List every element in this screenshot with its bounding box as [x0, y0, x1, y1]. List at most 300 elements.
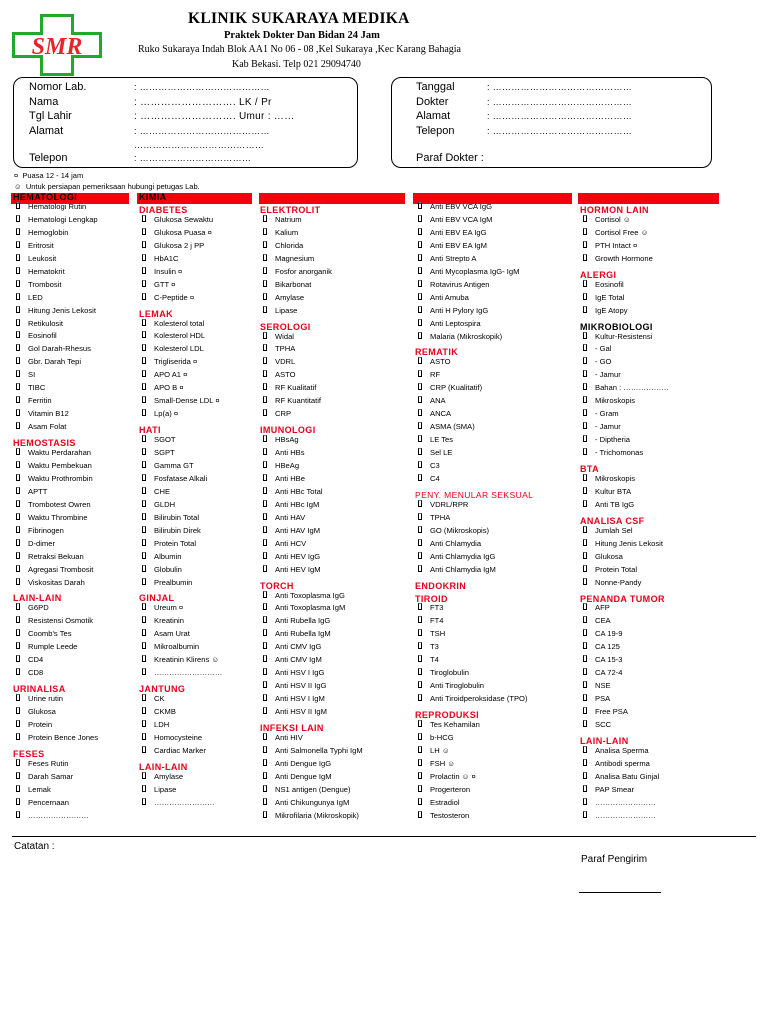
test-checkbox[interactable]: [142, 280, 146, 287]
test-item: Anti Toxoplasma IgM: [275, 603, 346, 613]
test-checkbox[interactable]: [418, 668, 422, 675]
test-item: ……………………: [28, 810, 89, 820]
test-checkbox[interactable]: [583, 409, 587, 416]
test-checkbox[interactable]: [16, 500, 20, 507]
test-checkbox[interactable]: [16, 759, 20, 766]
test-item: ASTO: [430, 357, 451, 367]
test-item: Urine rutin: [28, 694, 64, 704]
test-item: Gbr. Darah Tepi: [28, 357, 82, 367]
test-checkbox[interactable]: [263, 785, 267, 792]
test-checkbox[interactable]: [263, 694, 267, 701]
test-checkbox[interactable]: [142, 357, 146, 364]
test-checkbox[interactable]: [263, 759, 267, 766]
test-checkbox[interactable]: [418, 241, 422, 248]
test-item: T4: [430, 655, 439, 665]
test-item: Mikrofilaria (Mikroskopik): [275, 810, 359, 820]
test-checkbox[interactable]: [16, 772, 20, 779]
test-item: Retikulosit: [28, 318, 64, 328]
test-checkbox[interactable]: [418, 461, 422, 468]
test-checkbox[interactable]: [16, 319, 20, 326]
section-title: URINALISA: [13, 684, 66, 695]
test-checkbox[interactable]: [263, 370, 267, 377]
test-item: Kultur-Resistensi: [595, 331, 653, 341]
test-checkbox[interactable]: [16, 616, 20, 623]
test-checkbox[interactable]: [16, 694, 20, 701]
test-checkbox[interactable]: [583, 474, 587, 481]
test-checkbox[interactable]: [16, 331, 20, 338]
test-checkbox[interactable]: [16, 448, 20, 455]
doctor-address-field[interactable]: : ………………………………………: [487, 111, 633, 121]
test-item: D-dimer: [28, 538, 56, 548]
test-checkbox[interactable]: [263, 254, 267, 261]
test-item: Anti HBs: [275, 448, 305, 458]
test-checkbox[interactable]: [16, 707, 20, 714]
test-checkbox[interactable]: [418, 254, 422, 261]
test-checkbox[interactable]: [16, 603, 20, 610]
test-checkbox[interactable]: [583, 785, 587, 792]
divider: [12, 836, 756, 837]
test-checkbox[interactable]: [142, 798, 146, 805]
test-checkbox[interactable]: [142, 435, 146, 442]
test-checkbox[interactable]: [583, 228, 587, 235]
test-checkbox[interactable]: [16, 267, 20, 274]
test-checkbox[interactable]: [263, 526, 267, 533]
test-item: - GO: [595, 357, 612, 367]
test-checkbox[interactable]: [142, 785, 146, 792]
test-item: Protein Total: [595, 564, 638, 574]
test-checkbox[interactable]: [16, 228, 20, 235]
test-item: Fosfor anorganik: [275, 266, 332, 276]
test-checkbox[interactable]: [16, 642, 20, 649]
test-checkbox[interactable]: [142, 319, 146, 326]
section-title: REPRODUKSI: [415, 710, 480, 721]
test-checkbox[interactable]: [16, 629, 20, 636]
test-checkbox[interactable]: [418, 435, 422, 442]
test-item: CD4: [28, 655, 44, 665]
test-checkbox[interactable]: [142, 539, 146, 546]
test-item: Glukosa: [28, 707, 56, 716]
test-checkbox[interactable]: [263, 616, 267, 623]
test-checkbox[interactable]: [16, 306, 20, 313]
test-checkbox[interactable]: [263, 332, 267, 339]
test-checkbox[interactable]: [583, 616, 587, 623]
test-item: HbA1C: [154, 253, 179, 263]
test-checkbox[interactable]: [142, 215, 146, 222]
test-checkbox[interactable]: [418, 526, 422, 533]
test-item: ……………………: [595, 797, 656, 807]
section-title: LAIN-LAIN: [139, 761, 188, 772]
test-checkbox[interactable]: [142, 655, 146, 662]
test-checkbox[interactable]: [16, 565, 20, 572]
test-item: ……………………: [595, 810, 656, 820]
test-checkbox[interactable]: [16, 785, 20, 792]
test-item: Eosinofil: [595, 279, 624, 289]
test-checkbox[interactable]: [16, 720, 20, 727]
test-checkbox[interactable]: [16, 280, 20, 287]
test-item: Hitung Jenis Lekosit: [28, 305, 96, 315]
birthdate-field[interactable]: : ………………………. Umur : ……: [134, 111, 295, 122]
address-field-line2[interactable]: ……………………………………: [134, 140, 265, 150]
test-checkbox[interactable]: [263, 409, 267, 416]
test-checkbox[interactable]: [418, 409, 422, 416]
test-checkbox[interactable]: [418, 215, 422, 222]
test-checkbox[interactable]: [142, 500, 146, 507]
test-checkbox[interactable]: [583, 552, 587, 559]
test-checkbox[interactable]: [583, 435, 587, 442]
test-item: ………………………: [154, 668, 223, 678]
test-checkbox[interactable]: [263, 357, 267, 364]
test-item: Trigliserida ¤: [154, 357, 198, 367]
test-checkbox[interactable]: [583, 694, 587, 701]
test-checkbox[interactable]: [583, 487, 587, 494]
test-checkbox[interactable]: [418, 539, 422, 546]
doctor-phone-field[interactable]: : ………………………………………: [487, 126, 633, 136]
section-title: KIMIA: [139, 192, 167, 202]
doctor-name-field[interactable]: : ………………………………………: [487, 97, 633, 107]
test-item: LH ☺: [430, 745, 450, 755]
test-checkbox[interactable]: [142, 344, 146, 351]
test-checkbox[interactable]: [418, 565, 422, 572]
test-checkbox[interactable]: [142, 474, 146, 481]
test-checkbox[interactable]: [418, 681, 422, 688]
address-field[interactable]: : ……………………………………: [134, 126, 270, 136]
test-checkbox[interactable]: [583, 759, 587, 766]
test-checkbox[interactable]: [418, 370, 422, 377]
test-checkbox[interactable]: [16, 396, 20, 403]
test-checkbox[interactable]: [583, 332, 587, 339]
test-checkbox[interactable]: [142, 733, 146, 740]
test-item: T3: [430, 642, 439, 652]
test-checkbox[interactable]: [263, 565, 267, 572]
test-item: Protein: [28, 719, 53, 729]
test-item: NS1 antigen (Dengue): [275, 784, 351, 794]
test-checkbox[interactable]: [418, 785, 422, 792]
test-checkbox[interactable]: [418, 720, 422, 727]
test-checkbox[interactable]: [583, 422, 587, 429]
test-checkbox[interactable]: [263, 668, 267, 675]
test-checkbox[interactable]: [16, 409, 20, 416]
test-checkbox[interactable]: [583, 383, 587, 390]
test-checkbox[interactable]: [583, 681, 587, 688]
test-item: Anti HBe: [275, 473, 305, 483]
test-checkbox[interactable]: [418, 332, 422, 339]
test-checkbox[interactable]: [263, 383, 267, 390]
test-item: Insulin ¤: [154, 266, 183, 276]
test-checkbox[interactable]: [142, 720, 146, 727]
test-item: Tiroglobulin: [430, 668, 469, 678]
test-item: Anti HBc Total: [275, 486, 323, 496]
test-checkbox[interactable]: [263, 772, 267, 779]
test-item: ANCA: [430, 409, 452, 419]
test-item: Fosfatase Alkali: [154, 473, 208, 483]
section-title: TIROID: [415, 593, 448, 604]
test-item: Anti Dengue IgG: [275, 758, 332, 768]
test-checkbox[interactable]: [583, 720, 587, 727]
test-item: Anti Amuba: [430, 292, 469, 302]
test-checkbox[interactable]: [583, 254, 587, 261]
test-checkbox[interactable]: [418, 319, 422, 326]
test-checkbox[interactable]: [16, 344, 20, 351]
test-checkbox[interactable]: [583, 241, 587, 248]
test-checkbox[interactable]: [142, 241, 146, 248]
test-checkbox[interactable]: [583, 798, 587, 805]
test-checkbox[interactable]: [418, 280, 422, 287]
test-checkbox[interactable]: [263, 293, 267, 300]
test-checkbox[interactable]: [16, 798, 20, 805]
test-checkbox[interactable]: [263, 448, 267, 455]
test-checkbox[interactable]: [16, 241, 20, 248]
test-checkbox[interactable]: [583, 539, 587, 546]
test-checkbox[interactable]: [418, 202, 422, 209]
test-checkbox[interactable]: [418, 448, 422, 455]
test-item: GLDH: [154, 499, 176, 509]
test-checkbox[interactable]: [583, 565, 587, 572]
test-checkbox[interactable]: [583, 629, 587, 636]
test-checkbox[interactable]: [16, 655, 20, 662]
test-checkbox[interactable]: [418, 293, 422, 300]
patient-field-label: Nama: [29, 96, 59, 108]
test-checkbox[interactable]: [16, 422, 20, 429]
test-checkbox[interactable]: [418, 383, 422, 390]
test-checkbox[interactable]: [16, 733, 20, 740]
test-checkbox[interactable]: [142, 746, 146, 753]
phone-field[interactable]: : ………………………………: [134, 153, 252, 163]
test-item: - Jamur: [595, 370, 621, 380]
test-checkbox[interactable]: [142, 603, 146, 610]
test-checkbox[interactable]: [16, 293, 20, 300]
clinic-name: KLINIK SUKARAYA MEDIKA: [188, 10, 410, 27]
test-checkbox[interactable]: [263, 500, 267, 507]
test-item: Fibrinogen: [28, 525, 64, 535]
test-checkbox[interactable]: [418, 357, 422, 364]
test-checkbox[interactable]: [263, 811, 267, 818]
test-checkbox[interactable]: [418, 552, 422, 559]
test-checkbox[interactable]: [263, 642, 267, 649]
test-checkbox[interactable]: [583, 603, 587, 610]
test-checkbox[interactable]: [142, 409, 146, 416]
test-checkbox[interactable]: [583, 280, 587, 287]
test-checkbox[interactable]: [418, 629, 422, 636]
test-checkbox[interactable]: [263, 733, 267, 740]
test-checkbox[interactable]: [583, 306, 587, 313]
test-checkbox[interactable]: [16, 487, 20, 494]
test-checkbox[interactable]: [583, 344, 587, 351]
test-item: CRP: [275, 409, 292, 419]
test-checkbox[interactable]: [142, 642, 146, 649]
test-checkbox[interactable]: [142, 526, 146, 533]
test-checkbox[interactable]: [142, 267, 146, 274]
test-checkbox[interactable]: [418, 267, 422, 274]
section-title: ALERGI: [580, 269, 617, 280]
lab-number-field[interactable]: : ……………………………………: [134, 82, 270, 92]
test-checkbox[interactable]: [263, 306, 267, 313]
test-checkbox[interactable]: [263, 707, 267, 714]
test-checkbox[interactable]: [263, 681, 267, 688]
test-checkbox[interactable]: [16, 383, 20, 390]
logo-lettering: SMR: [31, 34, 83, 60]
test-item: Glukosa 2 j PP: [154, 240, 205, 250]
test-checkbox[interactable]: [142, 254, 146, 261]
test-checkbox[interactable]: [418, 811, 422, 818]
test-checkbox[interactable]: [418, 616, 422, 623]
test-checkbox[interactable]: [263, 603, 267, 610]
test-item: Anti HSV II IgG: [275, 681, 327, 691]
test-checkbox[interactable]: [418, 474, 422, 481]
test-checkbox[interactable]: [583, 293, 587, 300]
test-checkbox[interactable]: [16, 811, 20, 818]
test-checkbox[interactable]: [263, 487, 267, 494]
test-checkbox[interactable]: [142, 370, 146, 377]
test-checkbox[interactable]: [263, 241, 267, 248]
test-checkbox[interactable]: [583, 215, 587, 222]
test-item: - Jamur: [595, 422, 621, 432]
test-checkbox[interactable]: [142, 331, 146, 338]
test-checkbox[interactable]: [263, 746, 267, 753]
test-checkbox[interactable]: [263, 344, 267, 351]
test-checkbox[interactable]: [263, 435, 267, 442]
test-checkbox[interactable]: [263, 461, 267, 468]
test-checkbox[interactable]: [142, 448, 146, 455]
test-checkbox[interactable]: [263, 280, 267, 287]
test-item: ANA: [430, 396, 446, 406]
test-checkbox[interactable]: [263, 629, 267, 636]
test-checkbox[interactable]: [583, 526, 587, 533]
test-item: CA 19-9: [595, 629, 623, 639]
test-checkbox[interactable]: [16, 370, 20, 377]
test-checkbox[interactable]: [142, 552, 146, 559]
test-checkbox[interactable]: [16, 578, 20, 585]
test-item: CA 72-4: [595, 668, 623, 678]
test-checkbox[interactable]: [418, 759, 422, 766]
test-checkbox[interactable]: [142, 396, 146, 403]
test-item: Estradiol: [430, 797, 460, 807]
test-checkbox[interactable]: [418, 655, 422, 662]
test-checkbox[interactable]: [418, 746, 422, 753]
test-checkbox[interactable]: [142, 668, 146, 675]
patient-field-label: Telepon: [29, 152, 68, 164]
test-item: C4: [430, 473, 440, 483]
test-item: Eritrosit: [28, 240, 54, 250]
test-checkbox[interactable]: [142, 487, 146, 494]
test-checkbox[interactable]: [263, 513, 267, 520]
test-checkbox[interactable]: [583, 500, 587, 507]
test-checkbox[interactable]: [263, 655, 267, 662]
test-item: Anti Dengue IgM: [275, 771, 332, 781]
test-checkbox[interactable]: [418, 228, 422, 235]
test-item: Kolesterol HDL: [154, 331, 206, 341]
test-item: Hematologi Lengkap: [28, 214, 98, 224]
test-checkbox[interactable]: [16, 552, 20, 559]
test-item: Bilirubin Total: [154, 512, 200, 522]
test-item: IgE Atopy: [595, 305, 628, 315]
test-item: Protein Bence Jones: [28, 732, 99, 742]
test-checkbox[interactable]: [583, 448, 587, 455]
test-checkbox[interactable]: [263, 474, 267, 481]
test-checkbox[interactable]: [142, 578, 146, 585]
section-title: HORMON LAIN: [580, 205, 649, 215]
test-item: HBeAg: [275, 461, 300, 470]
test-checkbox[interactable]: [583, 746, 587, 753]
test-checkbox[interactable]: [263, 215, 267, 222]
test-checkbox[interactable]: [418, 733, 422, 740]
test-item: SCC: [595, 720, 612, 729]
test-checkbox[interactable]: [142, 772, 146, 779]
test-item: GTT ¤: [154, 279, 176, 289]
test-checkbox[interactable]: [16, 668, 20, 675]
patient-name-field[interactable]: : ………………………. LK / Pr: [134, 97, 272, 108]
test-checkbox[interactable]: [263, 798, 267, 805]
test-checkbox[interactable]: [16, 202, 20, 209]
test-checkbox[interactable]: [418, 396, 422, 403]
test-checkbox[interactable]: [583, 668, 587, 675]
test-item: Anti Rubella IgM: [275, 629, 331, 639]
test-checkbox[interactable]: [142, 383, 146, 390]
test-checkbox[interactable]: [418, 798, 422, 805]
test-checkbox[interactable]: [418, 513, 422, 520]
test-item: Ferritin: [28, 396, 52, 406]
test-checkbox[interactable]: [142, 629, 146, 636]
test-checkbox[interactable]: [583, 357, 587, 364]
test-checkbox[interactable]: [418, 642, 422, 649]
test-checkbox[interactable]: [583, 578, 587, 585]
test-checkbox[interactable]: [418, 500, 422, 507]
test-checkbox[interactable]: [16, 526, 20, 533]
test-checkbox[interactable]: [583, 396, 587, 403]
test-checkbox[interactable]: [418, 772, 422, 779]
test-checkbox[interactable]: [263, 228, 267, 235]
test-checkbox[interactable]: [263, 552, 267, 559]
test-checkbox[interactable]: [263, 267, 267, 274]
test-checkbox[interactable]: [263, 396, 267, 403]
test-checkbox[interactable]: [16, 254, 20, 261]
test-checkbox[interactable]: [16, 461, 20, 468]
test-checkbox[interactable]: [263, 591, 267, 598]
test-checkbox[interactable]: [142, 293, 146, 300]
test-checkbox[interactable]: [142, 707, 146, 714]
test-checkbox[interactable]: [583, 655, 587, 662]
test-checkbox[interactable]: [583, 811, 587, 818]
test-checkbox[interactable]: [418, 422, 422, 429]
test-item: Hitung Jenis Lekosit: [595, 538, 663, 548]
test-checkbox[interactable]: [418, 694, 422, 701]
test-checkbox[interactable]: [418, 603, 422, 610]
test-checkbox[interactable]: [142, 513, 146, 520]
test-item: APTT: [28, 486, 48, 496]
test-item: SGPT: [154, 448, 175, 457]
test-checkbox[interactable]: [263, 539, 267, 546]
date-field[interactable]: : ………………………………………: [487, 82, 633, 92]
test-item: Protein Total: [154, 538, 197, 548]
test-checkbox[interactable]: [16, 474, 20, 481]
test-item: Anti CMV IgM: [275, 655, 322, 665]
test-checkbox[interactable]: [142, 228, 146, 235]
test-checkbox[interactable]: [583, 772, 587, 779]
test-checkbox[interactable]: [16, 513, 20, 520]
test-item: Anti Chlamydia: [430, 538, 482, 548]
test-checkbox[interactable]: [583, 642, 587, 649]
test-checkbox[interactable]: [142, 616, 146, 623]
test-checkbox[interactable]: [418, 306, 422, 313]
test-checkbox[interactable]: [16, 357, 20, 364]
test-checkbox[interactable]: [583, 707, 587, 714]
test-checkbox[interactable]: [16, 539, 20, 546]
test-checkbox[interactable]: [142, 461, 146, 468]
section-title: IMUNOLOGI: [260, 425, 316, 436]
test-checkbox[interactable]: [142, 694, 146, 701]
test-checkbox[interactable]: [16, 215, 20, 222]
test-checkbox[interactable]: [583, 370, 587, 377]
test-checkbox[interactable]: [142, 565, 146, 572]
